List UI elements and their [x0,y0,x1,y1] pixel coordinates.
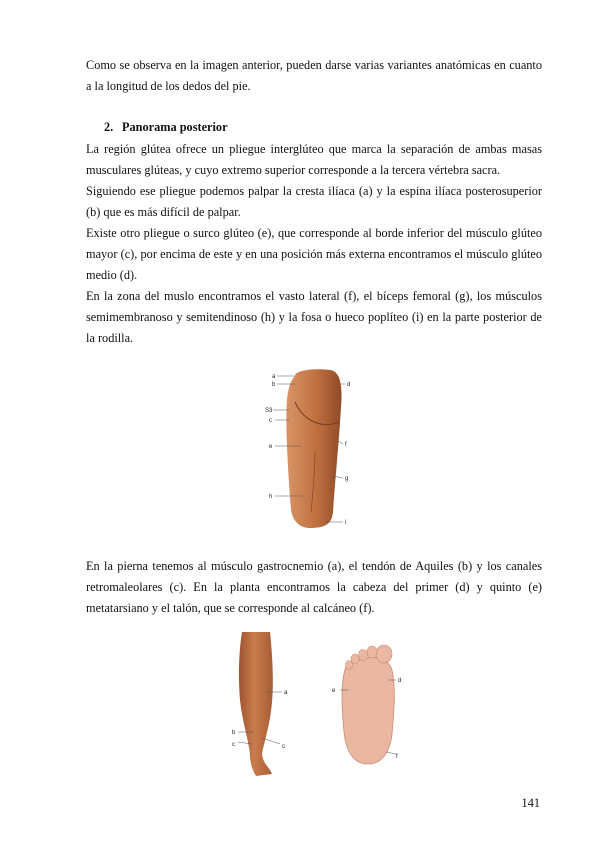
section-title: Panorama posterior [122,120,228,134]
fig1-label-a: a [272,374,276,380]
fig1-label-s3: S3 [265,408,273,414]
fig2-label-c-left: c [232,742,235,748]
section-heading [104,120,228,135]
fig2-label-b: b [232,730,236,736]
posterior-leg-figure [226,630,306,778]
third-toe [359,650,368,661]
fig1-label-e: e [269,444,273,450]
paragraph-toe-variants: Como se observa en la imagen anterior, pueden darse varias variantes anatómicas en cuanto a la longitud de los dedos del pie. [86,58,542,93]
fig1-label-d: d [347,382,351,388]
fig3-label-d: d [398,678,402,684]
paragraph-leg-and-sole: En la pierna tenemos al músculo gastrocnemio (a), el tendón de Aquiles (b) y los canales retromaleolares (c). En la planta encontramos la cabeza del primer (d) y quinto (e) metatarsiano y el talón, que se corresponde al calcáneo (f). [86,559,542,615]
fig2-label-c-right: c [282,744,285,750]
fig1-label-i: i [345,520,347,526]
fig2-label-a: a [284,690,288,696]
page-number: 141 [521,796,540,810]
paragraph-gluteal-fold: Existe otro pliegue o surco glúteo (e), que corresponde al borde inferior del músculo glúteo mayor (c), por encima de este y en una posición más externa encontramos el músculo glúteo medio (d). [86,226,542,282]
fifth-toe [346,661,353,670]
posterior-thigh-figure [255,362,365,534]
big-toe [376,645,392,663]
paragraph-iliac-crest: Siguiendo ese pliegue podemos palpar la cresta ilíaca (a) y la espina ilíaca posterosuperior (b) que es más difícil de palpar. [86,184,542,219]
fig3-label-f: f [396,754,398,760]
second-toe [367,646,377,658]
fig3-label-e: e [332,688,336,694]
thigh-silhouette [286,369,341,528]
fig1-label-b: b [272,382,276,388]
leg-silhouette [239,632,273,776]
sole-silhouette [342,657,394,764]
paragraph-gluteal-region: La región glútea ofrece un pliegue interglúteo que marca la separación de ambas masas musculares glúteas, y cuyo extremo superior corresponde a la tercera vértebra sacra. [86,142,542,177]
fig1-label-c: c [269,418,272,424]
plantar-sole-figure [326,640,406,770]
paragraph-thigh: En la zona del muslo encontramos el vasto lateral (f), el bíceps femoral (g), los músculos semimembranoso y semitendinoso (h) y la fosa o hueco poplíteo (i) en la parte posterior de la rodilla. [86,289,542,345]
fig1-label-g: g [345,476,349,482]
fig1-label-f: f [345,442,347,448]
section-number: 2. [104,120,114,134]
fig1-label-h: h [269,494,273,500]
